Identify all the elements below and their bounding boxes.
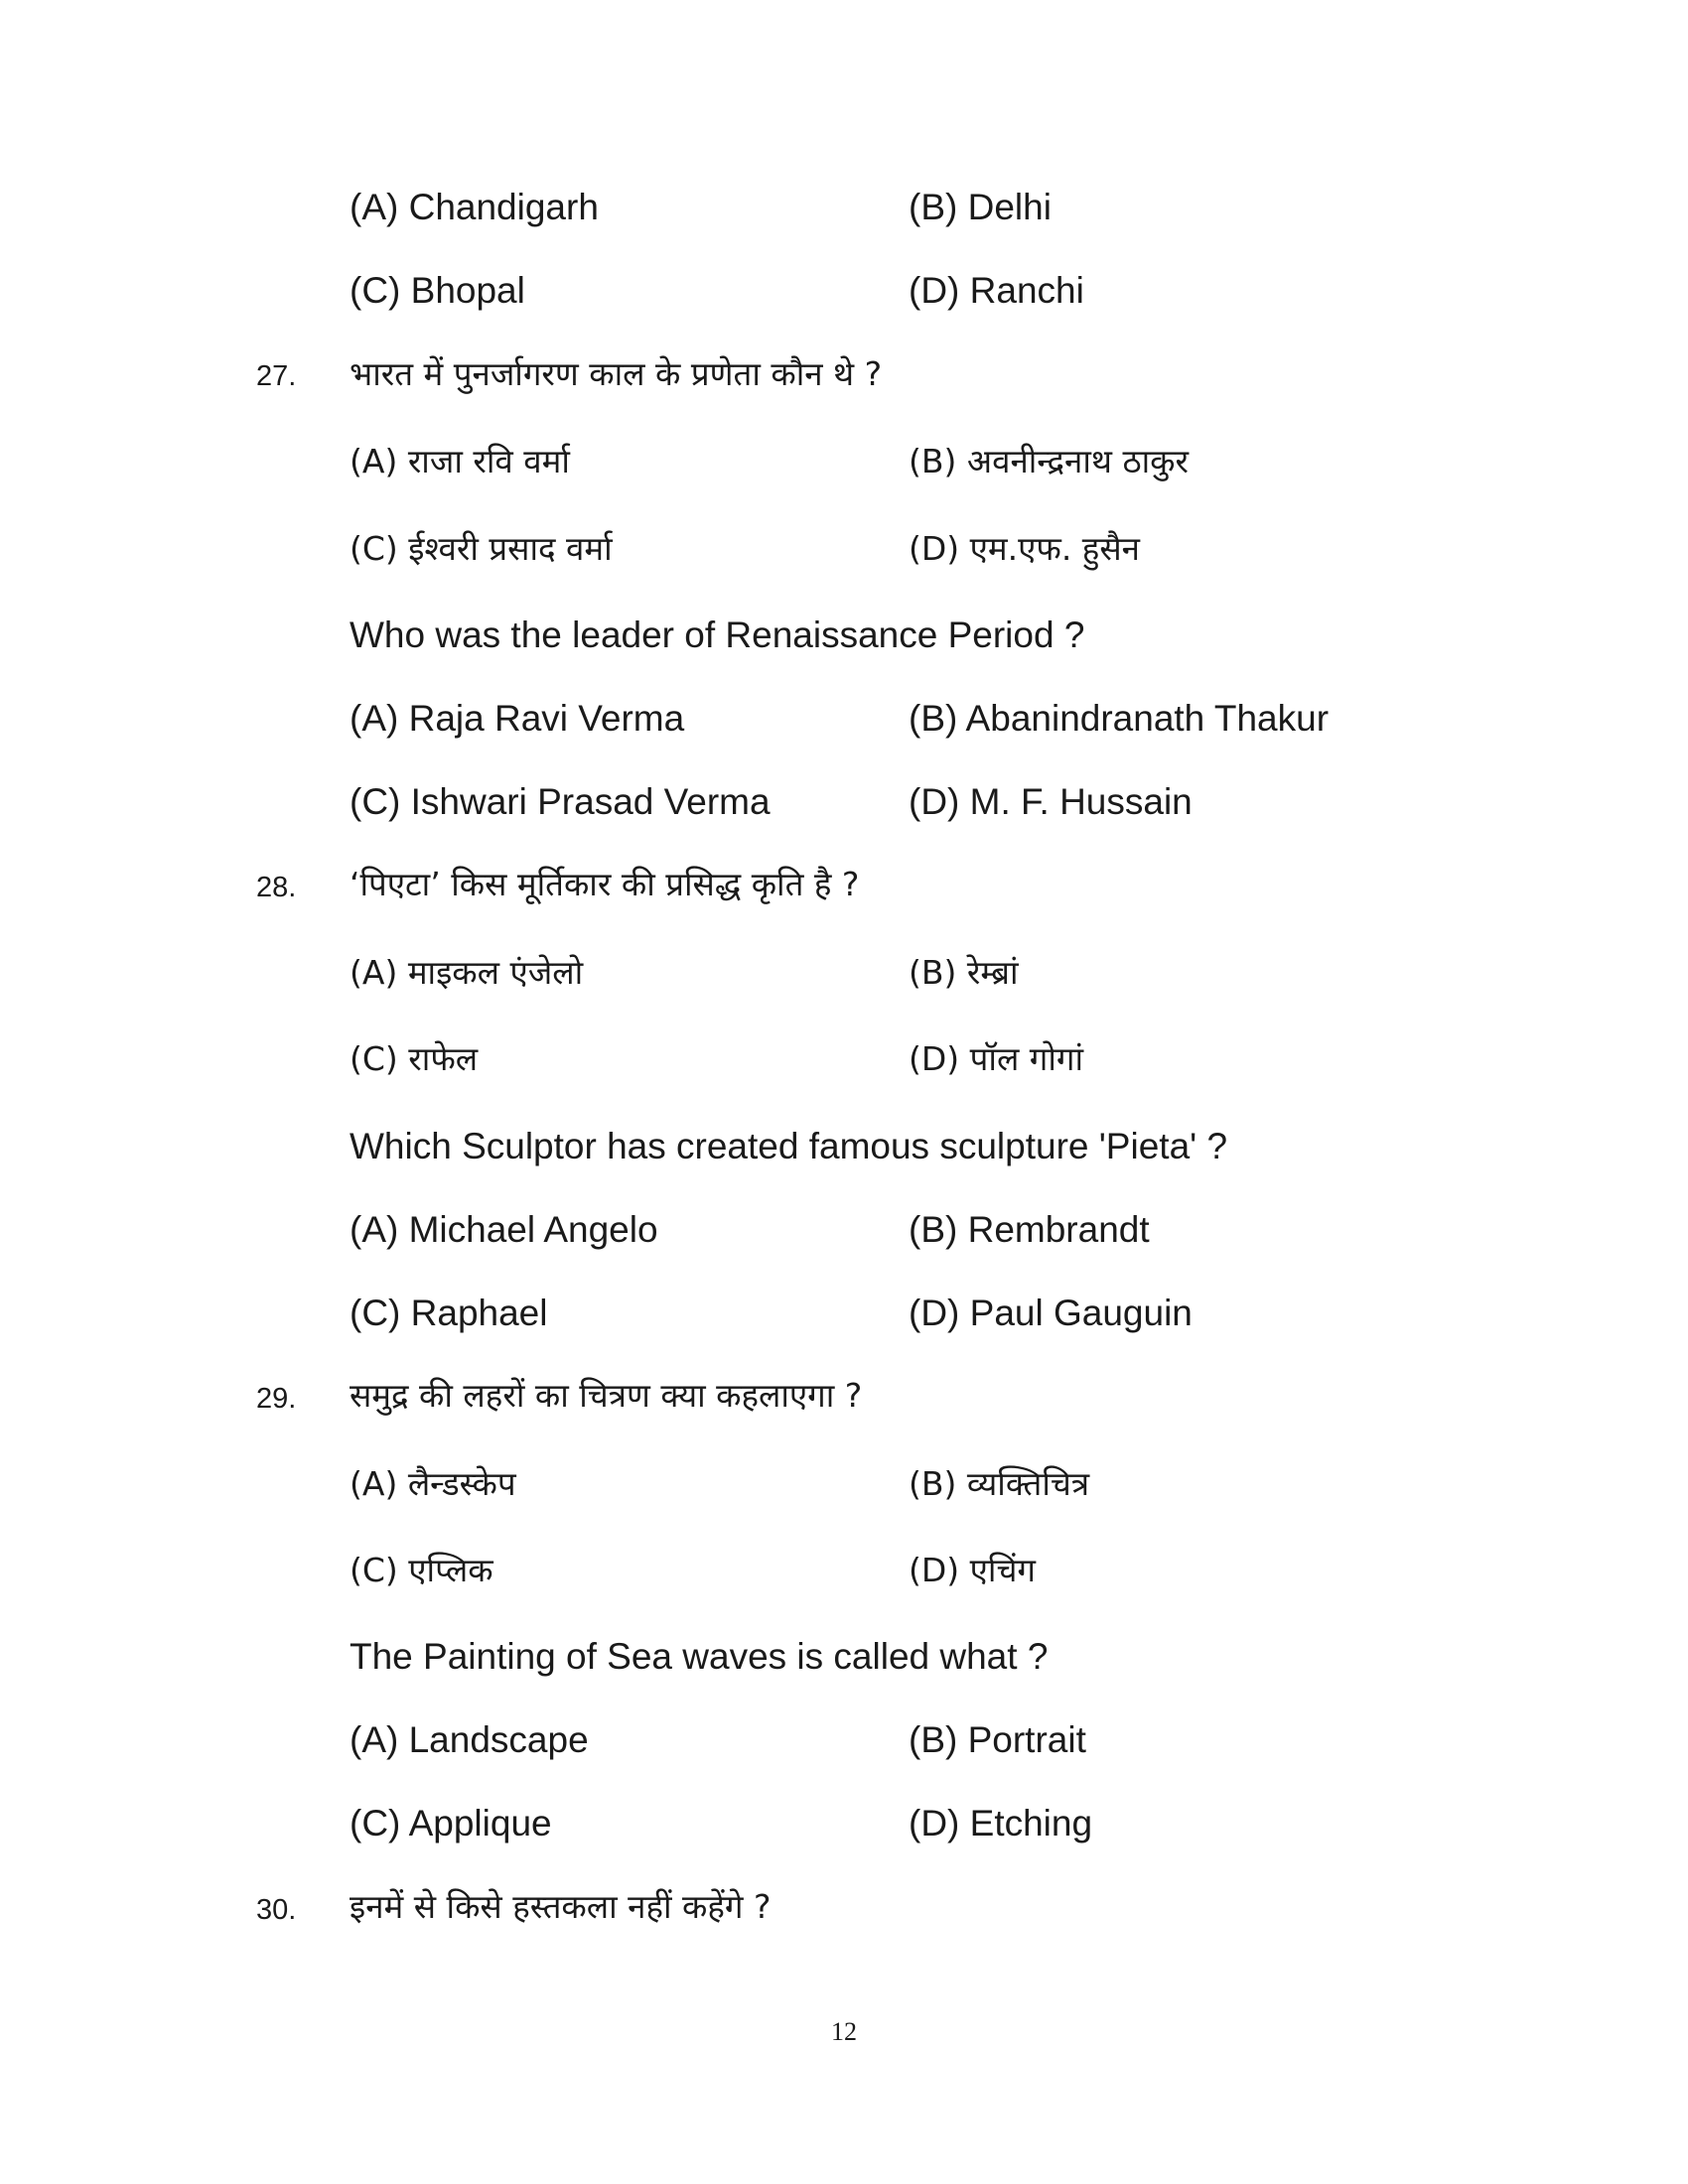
- q27-english-option-a: (A) Raja Ravi Verma: [350, 698, 685, 739]
- q28-hindi-option-c: (C) राफेल: [350, 1039, 479, 1078]
- q28-english-option-c: (C) Raphael: [350, 1293, 548, 1333]
- q26-option-d: (D) Ranchi: [909, 270, 1084, 311]
- q27-english-option-b: (B) Abanindranath Thakur: [909, 698, 1330, 739]
- q26-option-a: (A) Chandigarh: [350, 187, 599, 227]
- q27-english-option-d: (D) M. F. Hussain: [909, 781, 1193, 822]
- q29-english-text: The Painting of Sea waves is called what ?: [350, 1636, 1049, 1677]
- q27-english-text: Who was the leader of Renaissance Period ?: [350, 614, 1085, 655]
- q28-english-option-d: (D) Paul Gauguin: [909, 1293, 1193, 1333]
- q29-hindi-option-b: (B) व्यक्तिचित्र: [909, 1464, 1090, 1503]
- q28-hindi-option-d: (D) पॉल गोगां: [909, 1039, 1084, 1078]
- q26-option-b: (B) Delhi: [909, 187, 1052, 227]
- q28-english-option-b: (B) Rembrandt: [909, 1209, 1150, 1250]
- q29-number: 29.: [256, 1383, 297, 1415]
- q28-english-option-a: (A) Michael Angelo: [350, 1209, 658, 1250]
- q29-english-option-c: (C) Applique: [350, 1803, 552, 1843]
- q28-hindi-text: ‘पिएटा’ किस मूर्तिकार की प्रसिद्ध कृति है ?: [350, 865, 860, 903]
- q28-hindi-option-a: (A) माइकल एंजेलो: [350, 953, 584, 992]
- q29-english-option-b: (B) Portrait: [909, 1719, 1086, 1760]
- q28-number: 28.: [256, 872, 297, 903]
- q29-hindi-option-a: (A) लैन्डस्केप: [350, 1464, 516, 1503]
- q27-hindi-text: भारत में पुनर्जागरण काल के प्रणेता कौन थे ?: [350, 354, 883, 393]
- q27-hindi-option-c: (C) ईश्वरी प्रसाद वर्मा: [350, 529, 613, 568]
- q28-hindi-option-b: (B) रेम्ब्रां: [909, 953, 1019, 992]
- page-number: 12: [831, 2017, 857, 2046]
- q27-number: 27.: [256, 360, 297, 392]
- q27-hindi-option-a: (A) राजा रवि वर्मा: [350, 442, 570, 480]
- q30-number: 30.: [256, 1894, 297, 1926]
- q27-hindi-option-d: (D) एम.एफ. हुसैन: [909, 529, 1140, 568]
- q28-english-text: Which Sculptor has created famous sculpture 'Pieta' ?: [350, 1126, 1228, 1166]
- q26-option-c: (C) Bhopal: [350, 270, 525, 311]
- q27-hindi-option-b: (B) अवनीन्द्रनाथ ठाकुर: [909, 442, 1190, 480]
- q30-hindi-text: इनमें से किसे हस्तकला नहीं कहेंगे ?: [350, 1887, 772, 1926]
- q29-english-option-d: (D) Etching: [909, 1803, 1093, 1843]
- q29-hindi-option-c: (C) एप्लिक: [350, 1551, 493, 1589]
- q29-hindi-option-d: (D) एचिंग: [909, 1551, 1036, 1589]
- q29-hindi-text: समुद्र की लहरों का चित्रण क्या कहलाएगा ?: [350, 1376, 863, 1415]
- q29-english-option-a: (A) Landscape: [350, 1719, 589, 1760]
- q27-english-option-c: (C) Ishwari Prasad Verma: [350, 781, 771, 822]
